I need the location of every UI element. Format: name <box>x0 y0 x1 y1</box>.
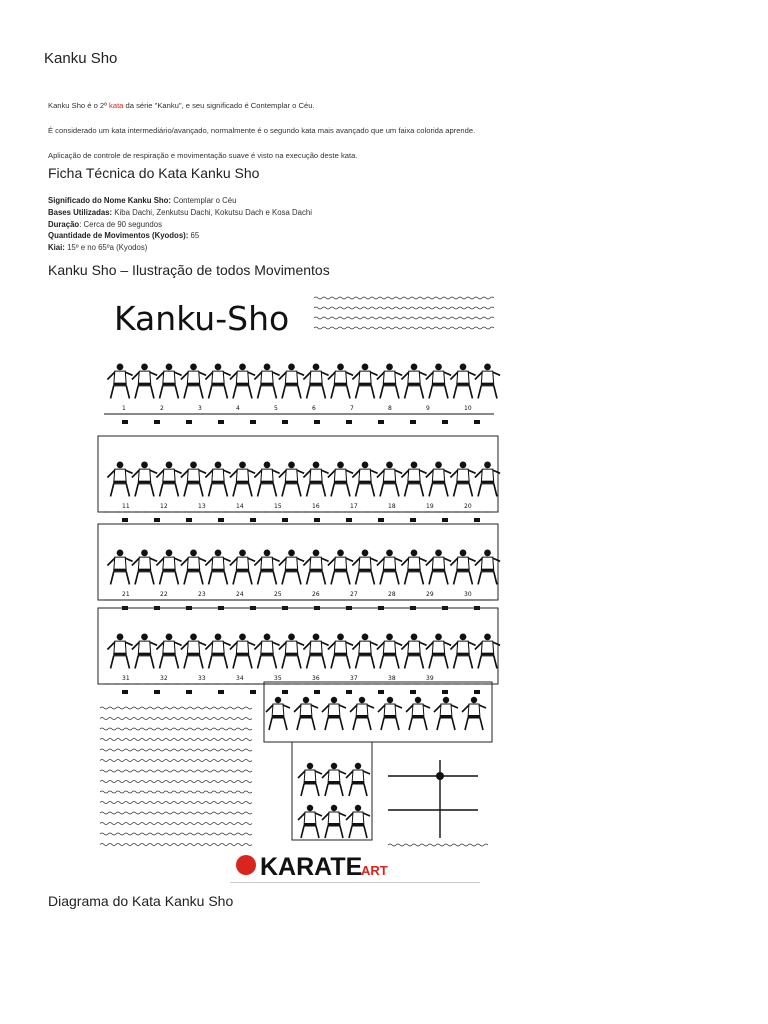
step-number-label: 30 <box>464 591 472 598</box>
karateka-figure-icon <box>303 550 328 585</box>
ficha-list <box>48 195 312 254</box>
karateka-figure-icon <box>279 550 304 585</box>
karateka-figure-icon <box>475 550 500 585</box>
step-number-label: 12 <box>160 503 168 510</box>
ficha-label: Significado do Nome Kanku Sho: <box>48 196 172 205</box>
karateka-figure-icon <box>132 550 157 585</box>
handwritten-note-line <box>100 760 252 762</box>
karateka-figure-icon <box>230 550 255 585</box>
step-number-label: 39 <box>426 675 434 682</box>
ficha-row-kiai <box>48 242 312 254</box>
movement-row <box>98 436 500 522</box>
karateka-figure-icon <box>352 550 377 585</box>
karateka-figure-icon <box>205 550 230 585</box>
karateka-figure-icon <box>352 462 377 497</box>
step-number-label: 18 <box>388 503 396 510</box>
ficha-row-bases <box>48 207 312 219</box>
step-number-label: 33 <box>198 675 206 682</box>
logo-art-text: ART <box>361 863 388 878</box>
karateka-figure-icon <box>298 805 322 838</box>
movement-row <box>104 364 500 424</box>
handwritten-note-line <box>100 812 252 814</box>
handwritten-note-line <box>100 707 252 709</box>
illustration-heading: Kanku Sho – Ilustração de todos Movimentos <box>48 262 330 278</box>
ficha-value: : Cerca de 90 segundos <box>79 219 162 229</box>
step-number-label: 19 <box>426 503 434 510</box>
movement-row <box>98 524 500 610</box>
karateka-figure-icon <box>350 697 374 730</box>
karateka-figure-icon <box>266 697 290 730</box>
karateka-figure-icon <box>132 634 157 669</box>
karateka-figure-icon <box>279 634 304 669</box>
karateka-figure-icon <box>322 763 346 796</box>
step-number-label: 36 <box>312 675 320 682</box>
karateka-figure-icon <box>279 364 304 399</box>
step-number-label: 20 <box>464 503 472 510</box>
karateka-figure-icon <box>156 462 181 497</box>
intro-paragraph-2: É considerado um kata intermediário/avançado, normalmente é o segundo kata mais avançado que um faixa colorida aprende. <box>48 126 476 135</box>
kata-illustration-drawing <box>92 290 510 886</box>
karateka-figure-icon <box>254 364 279 399</box>
karateka-figure-icon <box>352 634 377 669</box>
step-number-label: 31 <box>122 675 130 682</box>
karateka-figure-icon <box>294 697 318 730</box>
bottom-diagram <box>100 682 492 846</box>
karateka-figure-icon <box>322 697 346 730</box>
handwritten-note-line <box>100 833 252 835</box>
karateka-figure-icon <box>328 634 353 669</box>
step-number-label: 16 <box>312 503 320 510</box>
handwritten-note-line <box>100 728 252 730</box>
karateka-figure-icon <box>230 462 255 497</box>
diagram-heading: Diagrama do Kata Kanku Sho <box>48 893 234 909</box>
intro-text-span: Kanku Sho é o 2º <box>48 101 110 110</box>
handwritten-note-line <box>314 297 494 299</box>
karateka-figure-icon <box>434 697 458 730</box>
handwritten-note-line <box>100 791 252 793</box>
karateka-figure-icon <box>401 634 426 669</box>
karateka-figure-icon <box>450 550 475 585</box>
divider <box>230 882 480 883</box>
page-title: Kanku Sho <box>44 50 118 67</box>
step-number-label: 37 <box>350 675 358 682</box>
karateka-figure-icon <box>107 364 132 399</box>
step-number-label: 29 <box>426 591 434 598</box>
step-number-label: 35 <box>274 675 282 682</box>
karateka-figure-icon <box>406 697 430 730</box>
ficha-label: Bases Utilizadas: <box>48 207 113 217</box>
karateka-figure-icon <box>298 763 322 796</box>
handwritten-note-line <box>314 327 494 329</box>
handwritten-note-line <box>388 844 488 846</box>
karateka-figure-icon <box>377 634 402 669</box>
karateka-figure-icon <box>475 634 500 669</box>
karateka-figure-icon <box>426 634 451 669</box>
handwritten-note-line <box>100 739 252 741</box>
karateka-figure-icon <box>181 634 206 669</box>
logo-emblem-icon <box>236 855 256 875</box>
karateka-figure-icon <box>205 634 230 669</box>
karateka-figure-icon <box>378 697 402 730</box>
step-number-label: 14 <box>236 503 244 510</box>
step-number-label: 5 <box>274 405 278 412</box>
handwritten-note-line <box>100 823 252 825</box>
step-number-label: 11 <box>122 503 130 510</box>
karateka-figure-icon <box>426 550 451 585</box>
kata-link[interactable]: kata <box>109 101 124 110</box>
handwritten-note-line <box>100 781 252 783</box>
ficha-row-significado <box>48 195 312 207</box>
intro-text-span: da série "Kanku", e seu significado é Contemplar o Céu. <box>123 101 315 110</box>
step-number-label: 22 <box>160 591 168 598</box>
handwritten-note-line <box>314 307 494 309</box>
karateka-figure-icon <box>450 364 475 399</box>
step-number-label: 23 <box>198 591 206 598</box>
figure-title: Kanku-Sho <box>114 299 290 338</box>
intro-paragraph-3: Aplicação de controle de respiração e movimentação suave é visto na execução deste kata. <box>48 151 358 160</box>
movement-row <box>98 608 500 694</box>
ficha-heading: Ficha Técnica do Kata Kanku Sho <box>48 165 260 181</box>
ficha-label: Duração <box>48 219 80 229</box>
karateka-figure-icon <box>107 550 132 585</box>
karateka-figure-icon <box>377 364 402 399</box>
karateka-figure-icon <box>132 462 157 497</box>
step-number-label: 3 <box>198 405 202 412</box>
movement-rows <box>98 364 500 694</box>
karateka-figure-icon <box>462 697 486 730</box>
karateka-figure-icon <box>156 634 181 669</box>
step-number-label: 34 <box>236 675 244 682</box>
karateka-figure-icon <box>401 550 426 585</box>
handwritten-note-line <box>100 770 252 772</box>
karateka-figure-icon <box>107 462 132 497</box>
karateka-figure-icon <box>107 634 132 669</box>
karateka-figure-icon <box>156 550 181 585</box>
karateka-figure-icon <box>346 763 370 796</box>
karateka-figure-icon <box>377 462 402 497</box>
karateka-figure-icon <box>230 634 255 669</box>
karateka-figure-icon <box>156 364 181 399</box>
karate-art-logo <box>236 853 388 881</box>
handwritten-notes <box>314 297 494 329</box>
karateka-figure-icon <box>303 462 328 497</box>
karateka-figure-icon <box>303 634 328 669</box>
karateka-figure-icon <box>254 462 279 497</box>
step-number-label: 10 <box>464 405 472 412</box>
karateka-figure-icon <box>401 364 426 399</box>
step-number-label: 21 <box>122 591 130 598</box>
karateka-figure-icon <box>254 550 279 585</box>
karateka-figure-icon <box>181 550 206 585</box>
step-number-label: 17 <box>350 503 358 510</box>
handwritten-note-line <box>100 749 252 751</box>
step-number-label: 26 <box>312 591 320 598</box>
karateka-figure-icon <box>328 364 353 399</box>
karateka-figure-icon <box>322 805 346 838</box>
karateka-figure-icon <box>132 364 157 399</box>
karateka-figure-icon <box>475 462 500 497</box>
ficha-value: Kiba Dachi, Zenkutsu Dachi, Kokutsu Dach e Kosa Dachi <box>112 207 312 217</box>
karateka-figure-icon <box>181 462 206 497</box>
step-number-label: 25 <box>274 591 282 598</box>
karateka-figure-icon <box>401 462 426 497</box>
karateka-figure-icon <box>450 462 475 497</box>
ficha-row-duracao <box>48 219 312 231</box>
karateka-figure-icon <box>279 462 304 497</box>
step-number-label: 1 <box>122 405 126 412</box>
step-number-label: 6 <box>312 405 316 412</box>
intro-paragraph-1 <box>48 100 728 111</box>
handwritten-note-line <box>314 317 494 319</box>
karateka-figure-icon <box>450 634 475 669</box>
step-number-label: 7 <box>350 405 354 412</box>
ficha-label: Kiai: <box>48 243 65 253</box>
step-number-label: 27 <box>350 591 358 598</box>
ficha-row-movimentos <box>48 230 312 242</box>
logo-karate-text: KARATE <box>260 853 363 881</box>
embusen-start-icon <box>436 772 444 780</box>
ficha-value: 15º e no 65ºa (Kyodos) <box>64 243 148 253</box>
karateka-figure-icon <box>230 364 255 399</box>
ficha-value: 65 <box>188 231 200 241</box>
step-number-label: 13 <box>198 503 206 510</box>
karateka-figure-icon <box>426 462 451 497</box>
kata-illustration <box>92 290 510 886</box>
step-number-label: 32 <box>160 675 168 682</box>
karateka-figure-icon <box>205 462 230 497</box>
step-number-label: 28 <box>388 591 396 598</box>
karateka-figure-icon <box>328 462 353 497</box>
karateka-figure-icon <box>377 550 402 585</box>
ficha-label: Quantidade de Movimentos (Kyodos): <box>48 231 189 241</box>
karateka-figure-icon <box>352 364 377 399</box>
ficha-value: Contemplar o Céu <box>171 196 237 205</box>
karateka-figure-icon <box>346 805 370 838</box>
step-number-label: 8 <box>388 405 392 412</box>
karateka-figure-icon <box>426 364 451 399</box>
step-number-label: 38 <box>388 675 396 682</box>
step-number-label: 4 <box>236 405 240 412</box>
step-number-label: 2 <box>160 405 164 412</box>
handwritten-note-line <box>100 844 252 846</box>
step-number-label: 9 <box>426 405 430 412</box>
karateka-figure-icon <box>303 364 328 399</box>
karateka-figure-icon <box>205 364 230 399</box>
intro-text <box>48 100 728 175</box>
karateka-figure-icon <box>181 364 206 399</box>
handwritten-note-line <box>100 718 252 720</box>
karateka-figure-icon <box>254 634 279 669</box>
karateka-figure-icon <box>328 550 353 585</box>
karateka-figure-icon <box>475 364 500 399</box>
step-number-label: 15 <box>274 503 282 510</box>
step-number-label: 24 <box>236 591 244 598</box>
handwritten-note-line <box>100 802 252 804</box>
